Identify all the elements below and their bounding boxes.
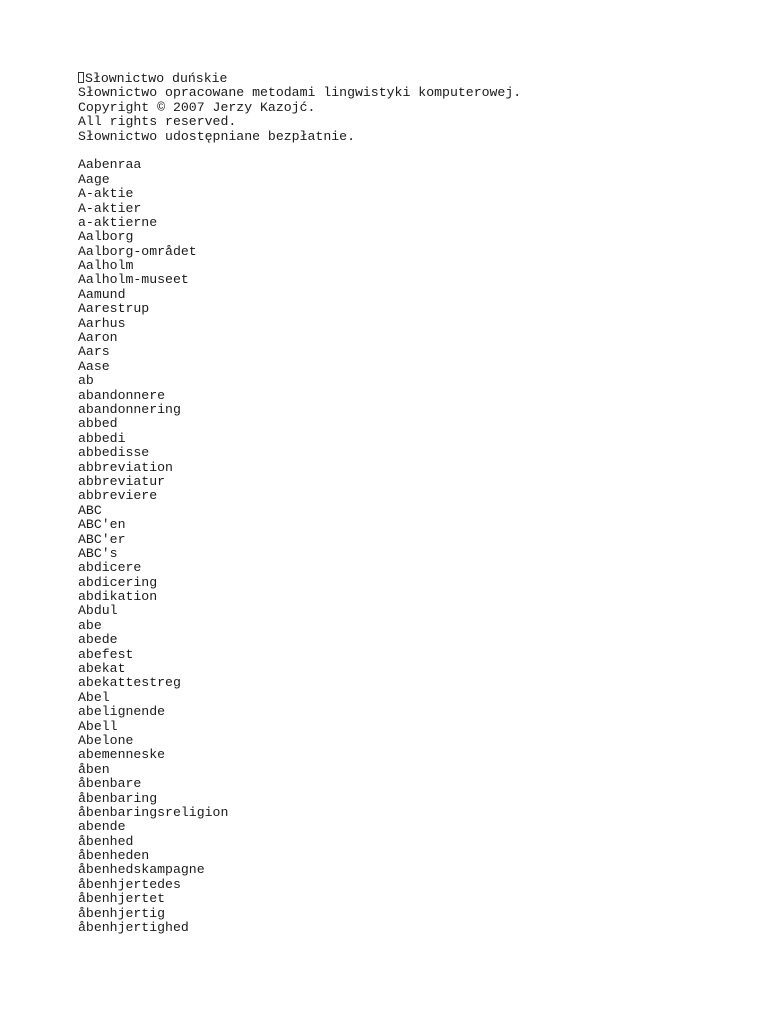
word-entry: a-aktierne	[78, 214, 158, 230]
word-entry: åbenbaringsreligion	[78, 804, 229, 820]
word-entry: åbenheden	[78, 848, 150, 864]
word-entry: abbreviatur	[78, 473, 166, 489]
word-entry: Aase	[78, 358, 110, 374]
header-title-line	[78, 72, 738, 86]
missing-glyph-icon	[78, 72, 84, 83]
word-entry: ABC'en	[78, 517, 126, 533]
word-entry: Abel	[78, 689, 110, 705]
word-entry: abdikation	[78, 589, 158, 605]
word-entry: abdicering	[78, 574, 158, 590]
word-entry: Aamund	[78, 286, 126, 302]
word-entry: abdicere	[78, 560, 142, 576]
word-entry: Aalborg-området	[78, 243, 197, 259]
word-entry: Aaron	[78, 330, 118, 346]
word-entry: åben	[78, 761, 110, 777]
word-entry: Aarhus	[78, 315, 126, 331]
word-list	[78, 158, 738, 935]
word-entry: abekat	[78, 661, 126, 677]
word-entry: abbreviation	[78, 459, 173, 475]
header-note: Słownictwo udostępniane bezpłatnie.	[78, 128, 355, 144]
word-entry: ABC's	[78, 545, 118, 561]
word-entry: åbenhjertedes	[78, 876, 181, 892]
word-entry: A-aktie	[78, 186, 134, 202]
word-entry: Aabenraa	[78, 157, 142, 173]
word-entry: abandonnering	[78, 401, 181, 417]
word-entry: abelignende	[78, 704, 166, 720]
word-entry: åbenhed	[78, 833, 134, 849]
word-entry: Aalborg	[78, 229, 134, 245]
header-subtitle: Słownictwo opracowane metodami lingwistyki komputerowej.	[78, 85, 522, 101]
word-entry: abe	[78, 617, 102, 633]
word-entry: Aalholm-museet	[78, 272, 189, 288]
blank-line	[78, 144, 738, 158]
word-entry: abemenneske	[78, 747, 166, 763]
header-title: Słownictwo duńskie	[85, 71, 228, 86]
header-rights: All rights reserved.	[78, 114, 237, 130]
word-entry: ABC'er	[78, 531, 126, 547]
word-entry: ABC	[78, 502, 102, 518]
word-entry: abekattestreg	[78, 675, 181, 691]
word-entry: abende	[78, 819, 126, 835]
word-entry: åbenbare	[78, 776, 142, 792]
word-entry: åbenhedskampagne	[78, 862, 205, 878]
word-entry: Aage	[78, 171, 110, 187]
word-entry: åbenhjertig	[78, 905, 166, 921]
word-entry: abede	[78, 632, 118, 648]
word-entry: Aars	[78, 344, 110, 360]
word-entry: Aarestrup	[78, 301, 150, 317]
word-entry: abbreviere	[78, 488, 158, 504]
word-entry: Abdul	[78, 603, 118, 619]
word-entry: Aalholm	[78, 258, 134, 274]
word-entry: A-aktier	[78, 200, 142, 216]
word-entry: abbedi	[78, 430, 126, 446]
word-entry: abbed	[78, 416, 118, 432]
word-entry: Abell	[78, 718, 118, 734]
word-entry: abandonnere	[78, 387, 166, 403]
word-entry: åbenhjertighed	[78, 920, 189, 936]
word-entry: Abelone	[78, 732, 134, 748]
word-entry: åbenbaring	[78, 790, 158, 806]
document-page	[78, 72, 738, 935]
word-entry: abbedisse	[78, 445, 150, 461]
header-copyright: Copyright © 2007 Jerzy Kazojć.	[78, 99, 316, 115]
word-entry: ab	[78, 373, 94, 389]
word-entry: åbenhjertet	[78, 891, 166, 907]
word-entry: abefest	[78, 646, 134, 662]
